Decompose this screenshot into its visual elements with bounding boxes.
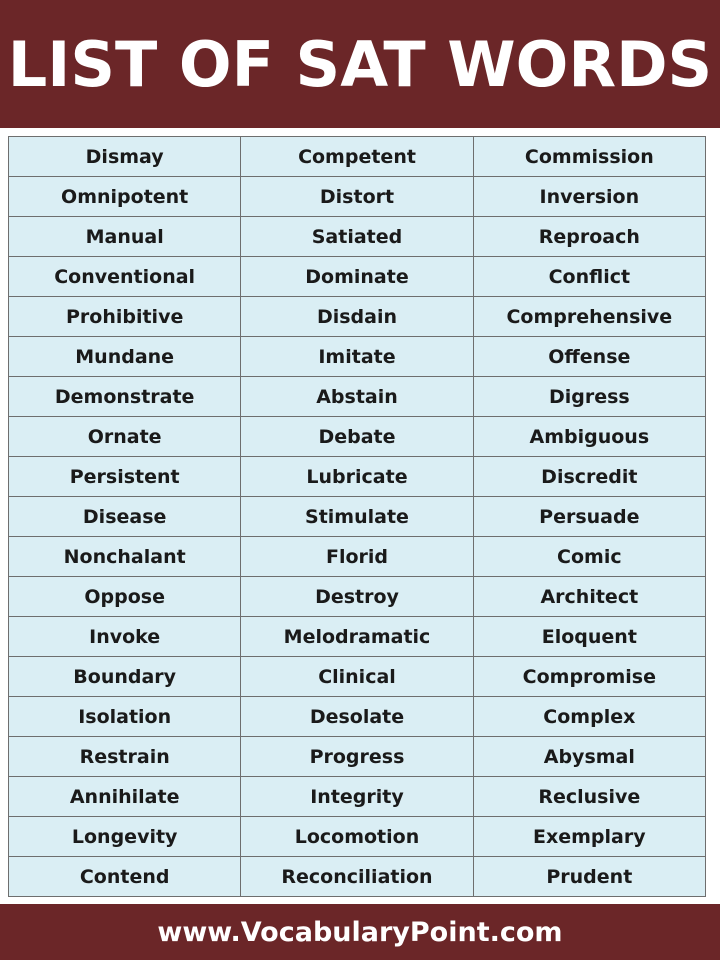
word-cell: Nonchalant [9,537,241,577]
word-cell: Lubricate [241,457,473,497]
word-cell: Disdain [241,297,473,337]
word-cell: Invoke [9,617,241,657]
word-cell: Reclusive [473,777,705,817]
word-cell: Persuade [473,497,705,537]
word-cell: Oppose [9,577,241,617]
word-cell: Reproach [473,217,705,257]
word-cell: Omnipotent [9,177,241,217]
word-cell: Melodramatic [241,617,473,657]
word-cell: Architect [473,577,705,617]
word-cell: Distort [241,177,473,217]
word-cell: Conflict [473,257,705,297]
table-row [9,377,706,417]
table-row [9,177,706,217]
table-row [9,497,706,537]
word-cell: Mundane [9,337,241,377]
website-url[interactable]: www.VocabularyPoint.com [157,916,563,948]
table-row [9,577,706,617]
word-cell: Ambiguous [473,417,705,457]
table-row [9,417,706,457]
word-cell: Stimulate [241,497,473,537]
table-row [9,337,706,377]
table-row [9,817,706,857]
word-cell: Dismay [9,137,241,177]
word-cell: Restrain [9,737,241,777]
word-cell: Locomotion [241,817,473,857]
footer-banner [0,904,720,960]
word-cell: Longevity [9,817,241,857]
word-cell: Discredit [473,457,705,497]
word-cell: Exemplary [473,817,705,857]
word-cell: Contend [9,857,241,897]
table-row [9,617,706,657]
word-cell: Desolate [241,697,473,737]
table-row [9,457,706,497]
word-cell: Abysmal [473,737,705,777]
word-cell: Offense [473,337,705,377]
table-row [9,777,706,817]
word-cell: Complex [473,697,705,737]
table-row [9,137,706,177]
word-table [8,136,706,897]
table-row [9,657,706,697]
word-cell: Conventional [9,257,241,297]
word-table-body [9,137,706,897]
word-cell: Florid [241,537,473,577]
title-banner [0,0,720,128]
table-row [9,217,706,257]
table-row [9,257,706,297]
table-row [9,737,706,777]
word-cell: Destroy [241,577,473,617]
word-cell: Commission [473,137,705,177]
word-cell: Competent [241,137,473,177]
word-cell: Integrity [241,777,473,817]
table-row [9,857,706,897]
word-cell: Manual [9,217,241,257]
word-cell: Satiated [241,217,473,257]
word-cell: Persistent [9,457,241,497]
word-cell: Reconciliation [241,857,473,897]
word-cell: Compromise [473,657,705,697]
word-cell: Debate [241,417,473,457]
word-cell: Comprehensive [473,297,705,337]
word-cell: Comic [473,537,705,577]
word-cell: Digress [473,377,705,417]
word-cell: Annihilate [9,777,241,817]
word-cell: Dominate [241,257,473,297]
word-table-container [8,136,706,897]
word-cell: Isolation [9,697,241,737]
word-cell: Imitate [241,337,473,377]
word-cell: Abstain [241,377,473,417]
word-cell: Clinical [241,657,473,697]
word-cell: Progress [241,737,473,777]
word-cell: Prudent [473,857,705,897]
word-cell: Boundary [9,657,241,697]
word-cell: Inversion [473,177,705,217]
table-row [9,537,706,577]
page-title: LIST OF SAT WORDS [7,27,713,101]
word-cell: Prohibitive [9,297,241,337]
word-cell: Ornate [9,417,241,457]
table-row [9,697,706,737]
word-cell: Eloquent [473,617,705,657]
table-row [9,297,706,337]
word-cell: Demonstrate [9,377,241,417]
word-cell: Disease [9,497,241,537]
